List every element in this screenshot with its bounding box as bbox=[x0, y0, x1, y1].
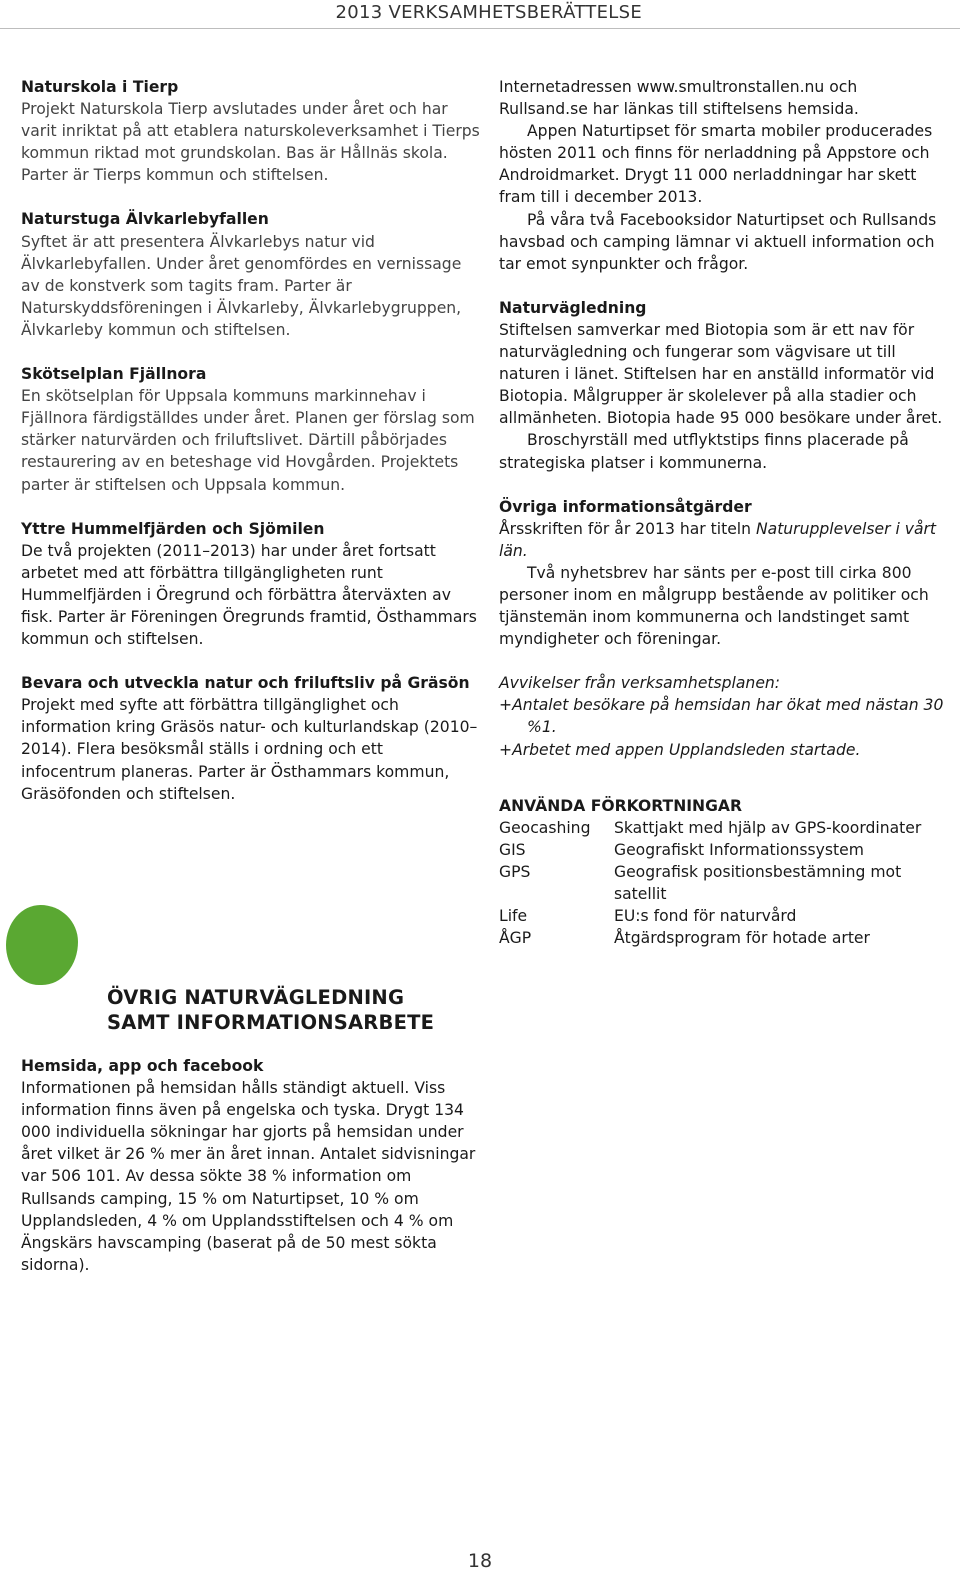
section-body: Projekt Naturskola Tierp avslutades under året och har varit inriktat på att etablera naturskoleverksamhet i Tierps kommun riktad mot grundskolan. Bas är Hållnäs skola. Parter är Tierps kommun och stiftelsen. bbox=[21, 100, 480, 185]
chapter-heading bbox=[107, 985, 487, 1035]
paragraph: Internetadressen www.smultronstallen.nu och Rullsand.se har länkas till stiftelsens hemsida. bbox=[499, 78, 859, 119]
abbreviation-row bbox=[499, 927, 951, 949]
deviation-item: +Arbetet med appen Upplandsleden startade. bbox=[499, 740, 861, 759]
abbreviation-term: Life bbox=[499, 907, 528, 926]
section-ovriga bbox=[499, 496, 951, 651]
paragraph: Appen Naturtipset för smarta mobiler producerades hösten 2011 och finns för nerladdning på Appstore och Androidmarket. Drygt 11 000 nerladdningar har skett fram till i december 2013. bbox=[499, 122, 933, 207]
left-column bbox=[21, 76, 481, 805]
chapter-heading-line: ÖVRIG NATURVÄGLEDNING bbox=[107, 986, 405, 1009]
abbreviation-term: Geocashing bbox=[499, 818, 591, 837]
section-body: Projekt med syfte att förbättra tillgänglighet och information kring Gräsös natur- och kulturlandskap (2010–2014). Flera besöksmål ställs i ordning och ett infocentrum planeras. Parter är Östhammars kommun, Gräsöfonden och stiftelsen. bbox=[21, 696, 478, 803]
abbreviation-definition: Geografiskt Informationssystem bbox=[614, 840, 864, 859]
section-title: Skötselplan Fjällnora bbox=[21, 365, 207, 384]
body-text: Årsskriften för år 2013 har titeln bbox=[499, 519, 756, 538]
deviation-item: +Antalet besökare på hemsidan har ökat med nästan 30 %1. bbox=[499, 696, 944, 737]
abbreviation-row bbox=[499, 839, 951, 861]
section-hemsida bbox=[21, 1055, 481, 1276]
abbreviation-row bbox=[499, 905, 951, 927]
abbreviation-definition: EU:s fond för naturvård bbox=[614, 907, 797, 926]
section-skotselplan bbox=[21, 363, 481, 496]
section-body: Två nyhetsbrev har sänts per e-post till cirka 800 personer inom en målgrupp bestående av politiker och tjänstemän inom kommunerna och landstinget samt myndigheter och föreningar. bbox=[499, 563, 929, 649]
abbreviation-row bbox=[499, 817, 951, 839]
abbreviation-row bbox=[499, 861, 951, 905]
section-title: Yttre Hummelfjärden och Sjömilen bbox=[21, 519, 325, 538]
abbreviation-definition: Skattjakt med hjälp av GPS-koordinater bbox=[614, 818, 922, 837]
page-header bbox=[0, 0, 960, 28]
section-naturskola bbox=[21, 76, 481, 186]
section-title: Bevara och utveckla natur och friluftsliv på Gräsön bbox=[21, 674, 470, 693]
section-avvikelser bbox=[499, 672, 951, 760]
abbreviation-definition: Åtgärdsprogram för hotade arter bbox=[614, 929, 870, 948]
right-column bbox=[499, 76, 951, 949]
paragraph: På våra två Facebooksidor Naturtipset och Rullsands havsbad och camping lämnar vi aktuell information och tar emot synpunkter och frågor. bbox=[499, 210, 937, 273]
page-number: 18 bbox=[467, 1550, 493, 1572]
chapter-heading-line: SAMT INFORMATIONSARBETE bbox=[107, 1011, 435, 1034]
deviations-title: Avvikelser från verksamhetsplanen: bbox=[499, 674, 781, 693]
section-title: Naturstuga Älvkarlebyfallen bbox=[21, 210, 269, 229]
section-title: Övriga informationsåtgärder bbox=[499, 497, 752, 516]
bottom-left-column bbox=[21, 1055, 481, 1276]
section-body: Stiftelsen samverkar med Biotopia som är ett nav för naturvägledning och fungerar som vägvisare ut till naturen i länet. Stiftelsen har en anställd informatör vid Biotopia. Målgrupper är skolelever på alla stadier och allmänheten. Biotopia hade 95 000 besökare under året. bbox=[499, 320, 943, 428]
abbreviations-table bbox=[499, 795, 951, 950]
section-title: Naturskola i Tierp bbox=[21, 78, 179, 96]
publication-title: Naturupplevelser i vårt län. bbox=[499, 519, 937, 560]
green-circle-decoration bbox=[6, 905, 78, 985]
section-title: Naturvägledning bbox=[499, 298, 647, 317]
section-body: Syftet är att presentera Älvkarlebys natur vid Älvkarlebyfallen. Under året genomfördes en vernissage av de konstverk som tagits fram. Parter är Naturskyddsföreningen i Älvkarleby, Älvkarlebygruppen, Älvkarleby kommun och stiftelsen. bbox=[21, 232, 462, 339]
abbreviations-title: ANVÄNDA FÖRKORTNINGAR bbox=[499, 796, 742, 815]
abbreviation-definition: Geografisk positionsbestämning mot satellit bbox=[614, 862, 902, 903]
section-naturvagledning bbox=[499, 297, 951, 474]
header-title: 2013 VERKSAMHETSBERÄTTELSE bbox=[335, 2, 642, 23]
section-web-app bbox=[499, 76, 951, 275]
section-body: Broschyrställ med utflyktstips finns placerade på strategiska platser i kommunerna. bbox=[499, 431, 909, 472]
section-hummelfjarden bbox=[21, 518, 481, 651]
section-body bbox=[499, 518, 951, 562]
section-body: Informationen på hemsidan hålls ständigt aktuell. Viss information finns även på engelska och tyska. Drygt 134 000 individuella sökningar har gjorts på hemsidan under året vilket är 26 % mer än året innan. Antalet sidvisningar var 506 101. Av dessa sökte 38 % information om Rullsands camping, 15 % om Naturtipset, 10 % om Upplandsleden, 4 % om Upplandsstiftelsen och 4 % om Ängskärs havscamping (baserat på de 50 mest sökta sidorna). bbox=[21, 1079, 476, 1274]
abbreviation-term: GPS bbox=[499, 862, 531, 881]
section-title: Hemsida, app och facebook bbox=[21, 1057, 264, 1075]
abbreviation-term: ÅGP bbox=[499, 929, 532, 948]
abbreviation-term: GIS bbox=[499, 840, 526, 859]
section-grason bbox=[21, 672, 481, 805]
section-naturstuga bbox=[21, 208, 481, 341]
section-body: De två projekten (2011–2013) har under året fortsatt arbetet med att förbättra tillgängligheten runt Hummelfjärden i Öregrund och förbättra återväxten av fisk. Parter är Föreningen Öregrunds framtid, Östhammars kommun och stiftelsen. bbox=[21, 541, 477, 649]
section-body: En skötselplan för Uppsala kommuns markinnehav i Fjällnora färdigställdes under året. Planen ger förslag som stärker naturvärden och friluftslivet. Därtill påbörjades restaurering av en beteshage vid Hovgården. Projektets parter är stiftelsen och Uppsala kommun. bbox=[21, 387, 475, 494]
header-rule bbox=[0, 28, 960, 29]
